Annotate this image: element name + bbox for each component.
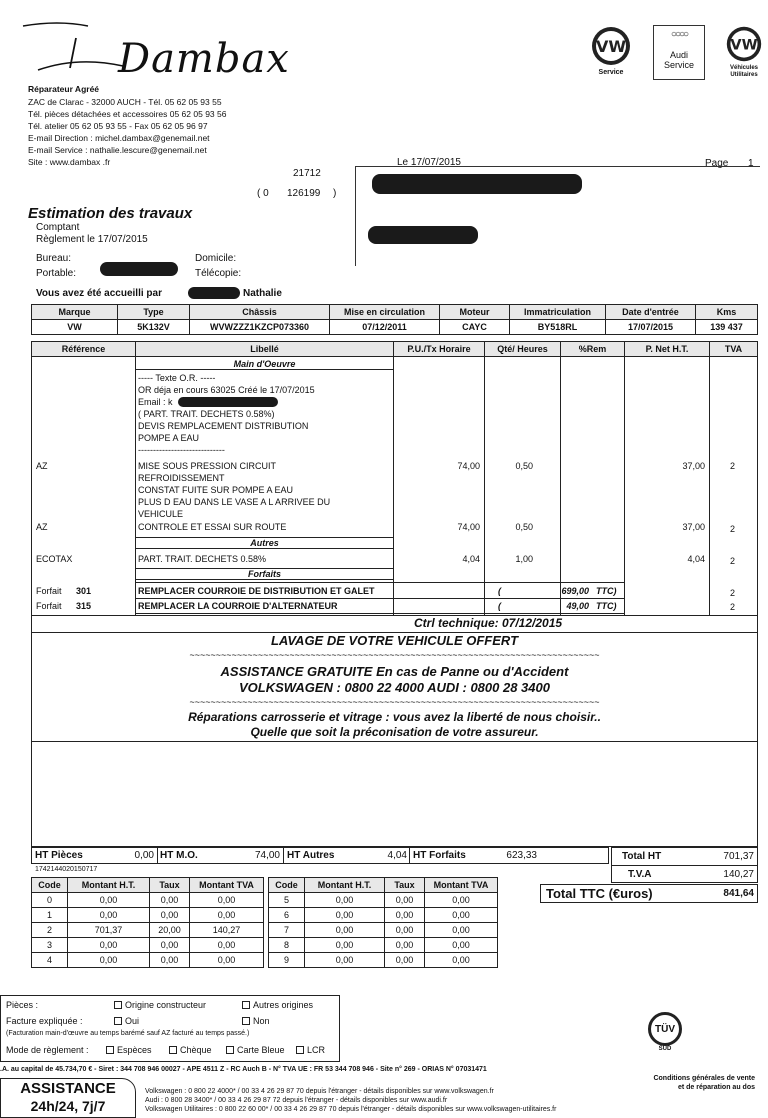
section-autres: Autres	[136, 537, 393, 549]
vehicle-header: Moteur	[440, 305, 510, 320]
forfait-code: 315	[76, 601, 92, 611]
phone-line: Volkswagen : 0 800 22 4000* / 00 33 4 26 29 87 70 depuis l'étranger - détails disponibles sur www.volkswagen.fr	[145, 1088, 494, 1095]
vw-logo-icon	[590, 25, 632, 67]
order-note: ----- Texte O.R. ----- OR déja en cours 63025 Créé le 17/07/2015 Email : k ( PART. TRAIT. DECHETS 0.58%) DEVIS REMPLACEMENT DISTRIBUTION POMPE A EAU -----------------------------	[138, 373, 315, 455]
tva-cell: 4	[32, 953, 68, 968]
ht-pieces-value: 0,00	[134, 850, 154, 861]
line-ref: AZ	[36, 461, 48, 471]
tva-cell: 0,00	[425, 923, 498, 938]
tva-cell: 9	[269, 953, 305, 968]
checkbox-icon[interactable]	[242, 1017, 250, 1025]
tva-header: Code	[269, 878, 305, 893]
tva-cell: 8	[269, 938, 305, 953]
checkbox-icon[interactable]	[114, 1017, 122, 1025]
vehicle-value: 5K132V	[118, 320, 190, 335]
account-open: ( 0	[257, 188, 269, 199]
total-ht-label: Total HT	[622, 851, 662, 862]
tva-cell: 0,00	[305, 908, 385, 923]
col-header-rem: %Rem	[578, 344, 607, 354]
tuv-badge	[642, 1012, 688, 1052]
vw-utilitaires-badge	[722, 25, 766, 79]
pieces-label: Pièces :	[6, 1000, 39, 1010]
tva-cell: 0,00	[150, 908, 190, 923]
tva-header: Montant H.T.	[68, 878, 150, 893]
ecotax-net: 4,04	[687, 554, 705, 564]
tva-label: T.V.A	[628, 869, 652, 880]
assistance-line2: VOLKSWAGEN : 0800 22 4000 AUDI : 0800 28 3400	[239, 680, 550, 695]
vehicle-value: BY518RL	[510, 320, 606, 335]
forfait-unit: TTC)	[596, 601, 617, 611]
redacted-agent	[188, 287, 240, 299]
address-line: ZAC de Clarac - 32000 AUCH - Tél. 05 62 05 93 55	[28, 97, 222, 107]
vehicle-header: Date d'entrée	[606, 305, 696, 320]
address-line: Tél. atelier 05 62 05 93 55 - Fax 05 62 05 96 97	[28, 121, 208, 131]
vehicle-value: VW	[32, 320, 118, 335]
welcome-text: Vous avez été accueilli par	[36, 288, 162, 299]
tva-cell: 0,00	[68, 908, 150, 923]
address-line: E-mail Service : nathalie.lescure@genemail.net	[28, 145, 207, 155]
tva-value: 140,27	[723, 869, 754, 880]
audi-service-label: Audi Service	[663, 50, 694, 70]
address-line: Site : www.dambax .fr	[28, 157, 111, 167]
forfait-amount: 49,00	[566, 601, 589, 611]
checkbox-icon[interactable]	[296, 1046, 304, 1054]
ht-forfaits-value: 623,33	[506, 850, 537, 861]
tva-row	[32, 893, 264, 908]
vehicle-value: 17/07/2015	[606, 320, 696, 335]
forfait-ref: Forfait	[36, 586, 62, 596]
vehicle-value: WVWZZZ1KZCP073360	[190, 320, 330, 335]
address-block	[28, 96, 358, 168]
vw-logo-icon	[725, 25, 763, 63]
tilde-line: ~~~~~~~~~~~~~~~~~~~~~~~~~~~~~~~~~~~~~~~~~~~~~~~~~~~~~~~~~~~~~~~~~~~~~~~~~~~~~~	[189, 697, 600, 707]
tva-header-row	[269, 878, 498, 893]
tva-table-left	[31, 877, 264, 968]
tva-cell: 0,00	[68, 938, 150, 953]
reglement-label: Mode de règlement :	[6, 1045, 89, 1055]
col-header-tva: TVA	[724, 344, 743, 354]
tva-cell: 0,00	[305, 923, 385, 938]
col-header-net: P. Net H.T.	[645, 344, 689, 354]
vw-utilitaires-label: Véhicules Utilitaires	[729, 65, 758, 78]
vehicle-value: 139 437	[696, 320, 758, 335]
ttc-label: Total TTC (€uros)	[546, 886, 653, 901]
ecotax-tva: 2	[730, 556, 736, 566]
phone-line: Audi : 0 800 28 3400* / 00 33 4 26 29 87 72 depuis l'étranger - détails disponibles sur www.audi.fr	[145, 1097, 448, 1104]
page-label: Page	[705, 158, 729, 169]
ecotax-qty: 1,00	[515, 554, 533, 564]
tilde-line: ~~~~~~~~~~~~~~~~~~~~~~~~~~~~~~~~~~~~~~~~~~~~~~~~~~~~~~~~~~~~~~~~~~~~~~~~~~~~~~	[189, 650, 600, 660]
vw-service-badge	[585, 25, 637, 76]
line-pu: 74,00	[457, 461, 480, 471]
agent-subtitle: Réparateur Agréé	[28, 84, 100, 94]
facture-non[interactable]: Non	[236, 1016, 270, 1026]
forfait-label: REMPLACER COURROIE DE DISTRIBUTION ET GALET	[138, 586, 375, 596]
address-line: E-mail Direction : michel.dambax@genemail.net	[28, 133, 210, 143]
ht-mo-label: HT M.O.	[160, 850, 198, 861]
tva-header-row	[32, 878, 264, 893]
tva-cell: 0,00	[150, 953, 190, 968]
forfait-code: 301	[76, 586, 92, 596]
tva-cell: 0,00	[305, 953, 385, 968]
tva-header: Code	[32, 878, 68, 893]
line-net: 37,00	[682, 522, 705, 532]
payment-date: Règlement le 17/07/2015	[36, 234, 148, 245]
tva-cell: 0,00	[385, 923, 425, 938]
vehicle-header: Mise en circulation	[330, 305, 440, 320]
tva-cell: 0,00	[190, 893, 264, 908]
svg-text:VW: VW	[730, 37, 758, 54]
tva-row	[32, 953, 264, 968]
tva-cell: 0,00	[190, 908, 264, 923]
tva-cell: 0,00	[425, 938, 498, 953]
reglement-especes[interactable]: Espèces	[100, 1045, 152, 1055]
line-label: CONTROLE ET ESSAI SUR ROUTE	[138, 522, 287, 532]
tva-cell: 0,00	[425, 953, 498, 968]
tva-cell: 2	[32, 923, 68, 938]
line-pu: 74,00	[457, 522, 480, 532]
tva-row	[269, 923, 498, 938]
tva-cell: 0,00	[150, 893, 190, 908]
vehicle-value: 07/12/2011	[330, 320, 440, 335]
line-net: 37,00	[682, 461, 705, 471]
page-number: 1	[748, 158, 754, 169]
tuv-sub: SÜD	[658, 1046, 672, 1052]
facture-oui[interactable]: Oui	[108, 1016, 139, 1026]
logo-text: Dambax	[118, 36, 290, 82]
tva-cell: 1	[32, 908, 68, 923]
conditions-note: Conditions générales de vente et de réparation au dos	[653, 1075, 755, 1091]
welcome-name: Nathalie	[243, 288, 282, 299]
tva-row	[269, 938, 498, 953]
audi-service-badge	[653, 25, 705, 80]
client-code: 21712	[293, 168, 321, 179]
ecotax-ref: ECOTAX	[36, 554, 73, 564]
barcode-text: 1742144020150717	[35, 866, 98, 873]
forfait-open: (	[498, 601, 501, 611]
tva-cell: 7	[269, 923, 305, 938]
forfait-label: REMPLACER LA COURROIE D'ALTERNATEUR	[138, 601, 338, 611]
ht-autres-value: 4,04	[387, 850, 407, 861]
checkbox-icon[interactable]	[106, 1046, 114, 1054]
tva-header: Taux	[150, 878, 190, 893]
tva-row	[32, 923, 264, 938]
tva-header: Montant TVA	[425, 878, 498, 893]
ecotax-label: PART. TRAIT. DECHETS 0.58%	[138, 554, 267, 564]
address-line: Tél. pièces détachées et accessoires 05 62 05 93 56	[28, 109, 227, 119]
ht-autres-label: HT Autres	[287, 850, 335, 861]
col-header-qty: Qté/ Heures	[497, 344, 548, 354]
tva-cell: 0,00	[425, 893, 498, 908]
vehicle-value: CAYC	[440, 320, 510, 335]
vehicle-header-row	[32, 305, 758, 320]
pieces-origine[interactable]: Origine constructeur	[108, 1000, 206, 1010]
tva-cell: 0,00	[305, 938, 385, 953]
pieces-autres[interactable]: Autres origines	[236, 1000, 313, 1010]
svg-text:VW: VW	[595, 37, 627, 56]
vehicle-header: Châssis	[190, 305, 330, 320]
forfait-amount: 699,00	[561, 586, 589, 596]
tva-header: Montant H.T.	[305, 878, 385, 893]
tva-cell: 0	[32, 893, 68, 908]
line-tva: 2	[730, 461, 736, 471]
forfait-ref: Forfait	[36, 601, 62, 611]
line-tva: 2	[730, 524, 736, 534]
tva-cell: 5	[269, 893, 305, 908]
ht-pieces-label: HT Pièces	[35, 850, 83, 861]
tva-row	[269, 908, 498, 923]
tva-header: Taux	[385, 878, 425, 893]
checkbox-icon[interactable]	[169, 1046, 177, 1054]
vehicle-header: Type	[118, 305, 190, 320]
tuv-logo-icon: TÜV	[648, 1012, 682, 1046]
lavage-offer: LAVAGE DE VOTRE VEHICULE OFFERT	[270, 633, 519, 648]
redacted-email	[178, 397, 278, 407]
vw-service-label: Service	[598, 69, 624, 76]
reglement-lcr[interactable]: LCR	[290, 1045, 325, 1055]
assistance-sub: 24h/24, 7j/7	[30, 1098, 106, 1114]
tva-cell: 0,00	[385, 908, 425, 923]
tva-cell: 0,00	[68, 953, 150, 968]
document-date: Le 17/07/2015	[397, 157, 461, 168]
forfait-tva: 2	[730, 588, 736, 598]
ttc-value: 841,64	[723, 888, 754, 899]
telecopie-label: Télécopie:	[195, 268, 242, 279]
tva-cell: 140,27	[190, 923, 264, 938]
vehicle-table	[31, 304, 758, 335]
redacted-name	[372, 174, 582, 194]
legal-line: .A. au capital de 45.734,70 € - Siret : 344 708 946 00027 - APE 4511 Z - RC Auch B - N° TVA UE : FR 53 344 708 946 - Site n° 269 - ORIAS N° 07031471	[0, 1066, 487, 1073]
ecotax-pu: 4,04	[462, 554, 480, 564]
tva-cell: 3	[32, 938, 68, 953]
line-label: MISE SOUS PRESSION CIRCUIT REFROIDISSEMENT CONSTAT FUITE SUR POMPE A EAU PLUS D EAU DANS LE VASE A L ARRIVEE DU VEHICULE	[138, 461, 331, 519]
tva-row	[269, 953, 498, 968]
tva-cell: 0,00	[150, 938, 190, 953]
tva-cell: 0,00	[190, 953, 264, 968]
tva-cell: 0,00	[68, 893, 150, 908]
section-main-oeuvre: Main d'Oeuvre	[136, 359, 393, 370]
redacted-address	[368, 226, 478, 244]
tva-cell: 0,00	[385, 938, 425, 953]
checkbox-icon[interactable]	[226, 1046, 234, 1054]
tva-header: Montant TVA	[190, 878, 264, 893]
assistance-line1: ASSISTANCE GRATUITE En cas de Panne ou d'Accident	[220, 664, 569, 679]
tva-cell: 20,00	[150, 923, 190, 938]
phone-line: Volkswagen Utilitaires : 0 800 22 60 00* / 00 33 4 26 29 87 70 depuis l'étranger - détails disponibles sur www.volkswagen-utilitaires.fr	[145, 1106, 557, 1113]
page-title: Estimation des travaux	[28, 205, 193, 222]
tva-cell: 0,00	[385, 893, 425, 908]
ht-forfaits-label: HT Forfaits	[413, 850, 466, 861]
section-forfaits: Forfaits	[136, 568, 393, 580]
ctrl-technique: Ctrl technique: 07/12/2015	[414, 616, 563, 630]
vehicle-header: Kms	[696, 305, 758, 320]
account-number: 126199	[287, 188, 321, 199]
portable-label: Portable:	[36, 268, 77, 279]
facture-note: (Facturation main-d'œuvre au temps barémé sauf AZ facturé au temps passé.)	[6, 1030, 250, 1037]
bureau-label: Bureau:	[36, 253, 72, 264]
tva-row	[32, 908, 264, 923]
tva-cell: 6	[269, 908, 305, 923]
tva-cell: 0,00	[305, 893, 385, 908]
account-close: )	[333, 188, 337, 199]
forfait-unit: TTC)	[596, 586, 617, 596]
ht-mo-value: 74,00	[254, 850, 280, 861]
vehicle-header: Marque	[32, 305, 118, 320]
col-header-label: Libellé	[250, 344, 279, 354]
reglement-carte[interactable]: Carte Bleue	[220, 1045, 285, 1055]
redacted-phone	[100, 262, 178, 276]
line-ref: AZ	[36, 522, 48, 532]
forfait-tva: 2	[730, 602, 736, 612]
total-ht-value: 701,37	[723, 851, 754, 862]
col-header-pu: P.U./Tx Horaire	[407, 344, 471, 354]
tva-row	[269, 893, 498, 908]
tva-cell: 0,00	[425, 908, 498, 923]
logo	[18, 18, 288, 88]
line-qty: 0,50	[515, 461, 533, 471]
tva-cell: 0,00	[190, 938, 264, 953]
carrosserie-line1: Réparations carrosserie et vitrage : vous avez la liberté de nous choisir..	[188, 710, 601, 724]
forfait-open: (	[498, 586, 501, 596]
audi-rings-icon: ○○○○	[670, 29, 688, 40]
domicile-label: Domicile:	[195, 253, 237, 264]
tva-cell: 0,00	[385, 953, 425, 968]
tva-table-right	[268, 877, 498, 968]
vehicle-value-row	[32, 320, 758, 335]
payment-type: Comptant	[36, 222, 80, 233]
tva-cell: 701,37	[68, 923, 150, 938]
tva-row	[32, 938, 264, 953]
facture-label: Facture expliquée :	[6, 1016, 83, 1026]
col-header-ref: Référence	[61, 344, 106, 354]
checkbox-icon[interactable]	[242, 1001, 250, 1009]
line-qty: 0,50	[515, 522, 533, 532]
vehicle-header: Immatriculation	[510, 305, 606, 320]
checkbox-icon[interactable]	[114, 1001, 122, 1009]
reglement-cheque[interactable]: Chèque	[163, 1045, 212, 1055]
assistance-title: ASSISTANCE	[20, 1080, 116, 1097]
carrosserie-line2: Quelle que soit la préconisation de votre assureur.	[250, 725, 539, 739]
